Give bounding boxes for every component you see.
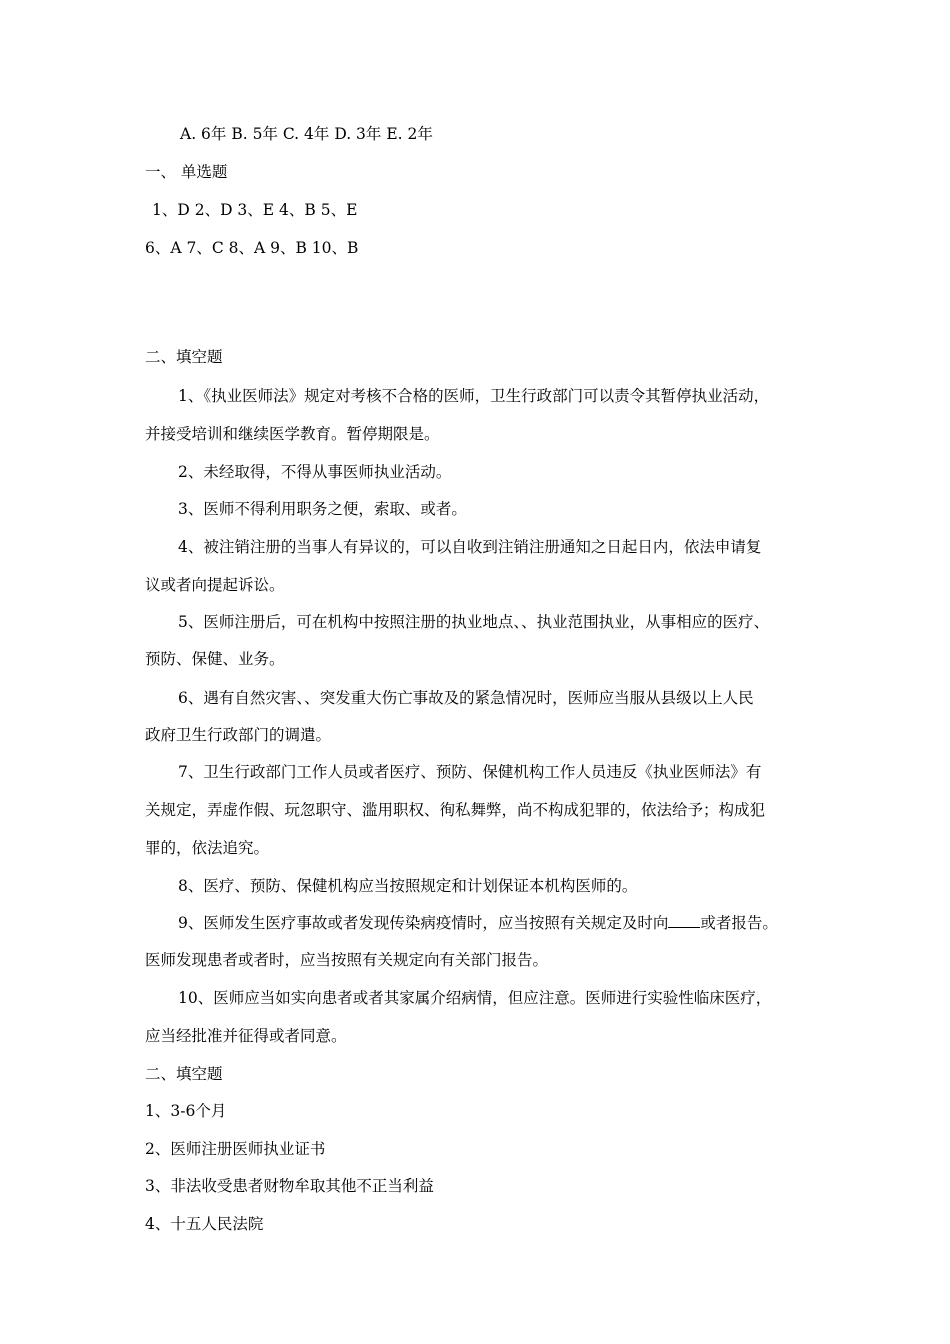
question-9-line2: 医师发现患者或者时，应当按照有关规定向有关部门报告。 <box>145 951 549 969</box>
answer-blank <box>668 913 700 928</box>
answer-3: 3、非法收受患者财物牟取其他不正当利益 <box>145 1177 434 1195</box>
question-5-line1: 5、医师注册后，可在机构中按照注册的执业地点、、执业范围执业，从事相应的医疗、 <box>178 613 770 631</box>
question-10-line2: 应当经批准并征得或者同意。 <box>145 1027 347 1045</box>
question-7-line3: 罪的，依法追究。 <box>145 839 270 857</box>
section1-answers-row1: 1、D 2、D 3、E 4、B 5、E <box>152 201 358 219</box>
question-1-line1: 1、《执业医师法》规定对考核不合格的医师，卫生行政部门可以责令其暂停执业活动， <box>178 387 770 405</box>
options-line: A. 6年 B. 5年 C. 4年 D. 3年 E. 2年 <box>180 125 433 143</box>
question-9-text-after-blank: 或者报告。 <box>700 914 778 932</box>
question-2: 2、未经取得，不得从事医师执业活动。 <box>178 463 452 481</box>
answer-4: 4、十五人民法院 <box>145 1215 264 1233</box>
question-4-line1: 4、被注销注册的当事人有异议的，可以自收到注销注册通知之日起日内，依法申请复 <box>178 538 762 556</box>
section1-title: 一、 单选题 <box>145 163 228 181</box>
section2-title: 二、填空题 <box>145 348 223 366</box>
answer-1: 1、3-6个月 <box>145 1102 227 1120</box>
answers-section-title: 二、填空题 <box>145 1065 223 1083</box>
question-5-line2: 预防、保健、业务。 <box>145 650 285 668</box>
question-8: 8、医疗、预防、保健机构应当按照规定和计划保证本机构医师的。 <box>178 877 638 895</box>
question-3: 3、医师不得利用职务之便，索取、或者。 <box>178 500 467 518</box>
question-10-line1: 10、医师应当如实向患者或者其家属介绍病情，但应注意。医师进行实验性临床医疗， <box>178 989 772 1007</box>
answer-2: 2、医师注册医师执业证书 <box>145 1140 326 1158</box>
section1-answers-row2: 6、A 7、C 8、A 9、B 10、B <box>145 239 359 257</box>
question-9-line1 <box>178 913 778 933</box>
question-6-line1: 6、遇有自然灾害、、突发重大伤亡事故及的紧急情况时，医师应当服从县级以上人民 <box>178 689 754 707</box>
question-9-text-before-blank: 9、医师发生医疗事故或者发现传染病疫情时，应当按照有关规定及时向 <box>178 914 669 932</box>
question-6-line2: 政府卫生行政部门的调遣。 <box>145 726 332 744</box>
question-7-line1: 7、卫生行政部门工作人员或者医疗、预防、保健机构工作人员违反《执业医师法》有 <box>178 763 762 781</box>
question-7-line2: 关规定，弄虚作假、玩忽职守、滥用职权、徇私舞弊，尚不构成犯罪的，依法给予；构成犯 <box>145 801 766 819</box>
question-1-line2: 并接受培训和继续医学教育。暂停期限是。 <box>145 425 440 443</box>
question-4-line2: 议或者向提起诉讼。 <box>145 576 285 594</box>
